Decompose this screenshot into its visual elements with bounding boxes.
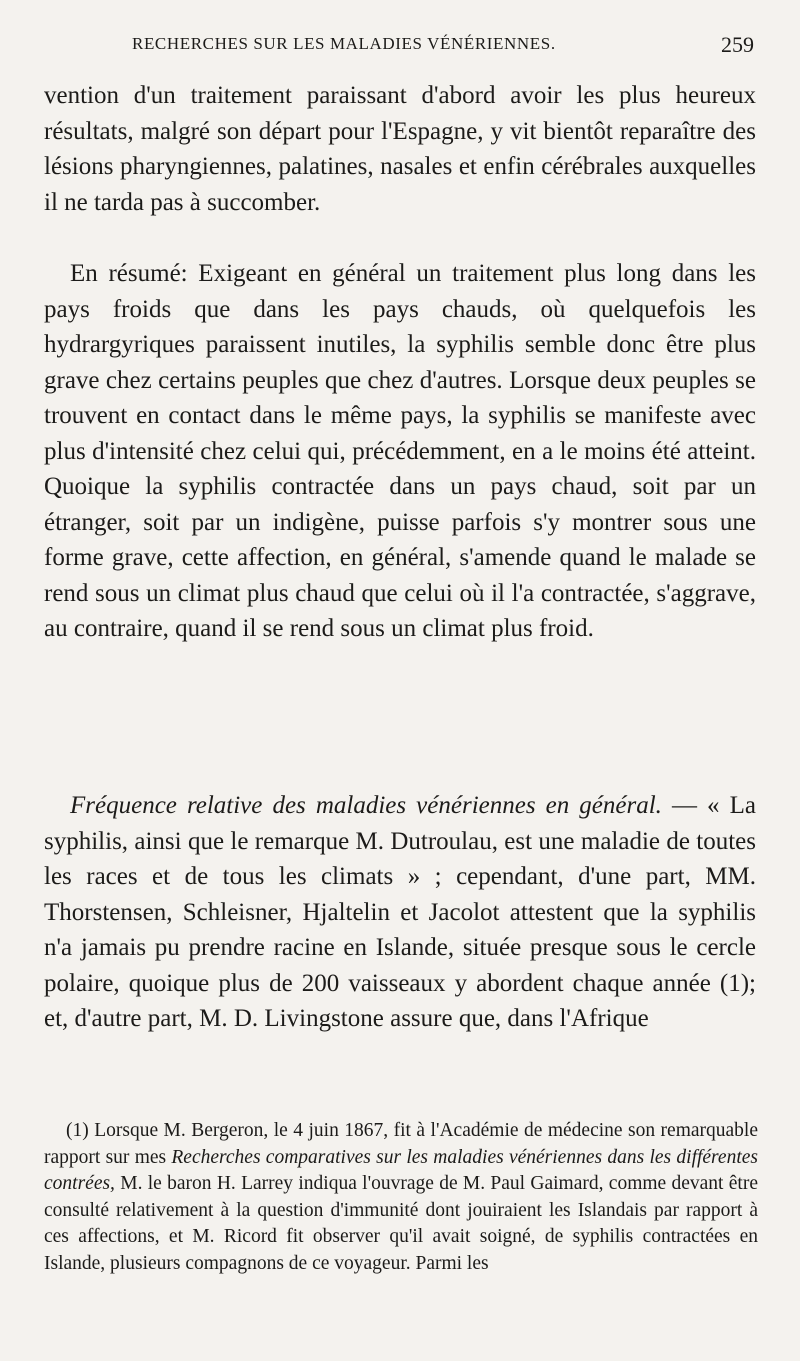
section-title: Fréquence relative des maladies vénériennes en général. — [70, 792, 662, 819]
footnote-cited-title: Recherches comparatives sur les maladies vénériennes dans les différentes contrées, — [44, 1146, 758, 1194]
paragraph-summary — [44, 256, 756, 647]
running-title: RECHERCHES SUR LES MALADIES VÉNÉRIENNES. — [132, 34, 556, 53]
footnote-area — [44, 1118, 758, 1277]
footnote-1 — [44, 1118, 758, 1277]
paragraph-continuation — [44, 78, 756, 220]
paragraph-1-text: vention d'un traitement paraissant d'abord avoir les plus heureux résultats, malgré son départ pour l'Espagne, y vit bientôt reparaître des lésions pharyngiennes, palatines, nasales et enfin cérébrales auxquelles il ne tarda pas à succomber. — [44, 82, 756, 216]
paragraph-3 — [44, 788, 756, 1037]
footnote-text-part-1: (1) Lorsque M. Bergeron, le 4 juin 1867, fit à l'Académie de médecine son remarquable rapport sur mes — [44, 1120, 758, 1168]
paragraph-2-text: En résumé: Exigeant en général un traitement plus long dans les pays froids que dans les pays chauds, où quelquefois les hydrargyriques paraissent inutiles, la syphilis semble donc être plus grave chez certains peuples que chez d'autres. Lorsque deux peuples se trouvent en contact dans le même pays, la syphilis se manifeste avec plus d'intensité chez celui qui, précédemment, en a le moins été atteint. Quoique la syphilis contractée dans un pays chaud, soit par un étranger, soit par un indigène, puisse parfois s'y montrer sous une forme grave, cette affection, en général, s'amende quand le malade se rend sous un climat plus chaud que celui où il l'a contractée, s'aggrave, au contraire, quand il se rend sous un climat plus froid. — [44, 260, 756, 642]
page-number: 259 — [721, 32, 754, 57]
paragraph-3-text: — « La syphilis, ainsi que le remarque M. Dutroulau, est une maladie de toutes les races et de tous les climats » ; cependant, d'une part, MM. Thorstensen, Schleisner, Hjaltelin et Jacolot attestent que la syphilis n'a jamais pu prendre racine en Islande, située presque sous le cercle polaire, quoique plus de 200 vaisseaux y abordent chaque année (1); et, d'autre part, M. D. Livingstone assure que, dans l'Afrique — [44, 792, 756, 1032]
paragraph-frequency — [44, 788, 756, 1037]
footnote-text-part-2: M. le baron H. Larrey indiqua l'ouvrage de M. Paul Gaimard, comme devant être consulté relativement à la question d'immunité dont jouiraient les Islandais par rapport à ces affections, et M. Ricord fit observer qu'il avait soigné, de syphilis contractées en Islande, plusieurs compagnons de ce voyageur. Parmi les — [44, 1173, 758, 1274]
